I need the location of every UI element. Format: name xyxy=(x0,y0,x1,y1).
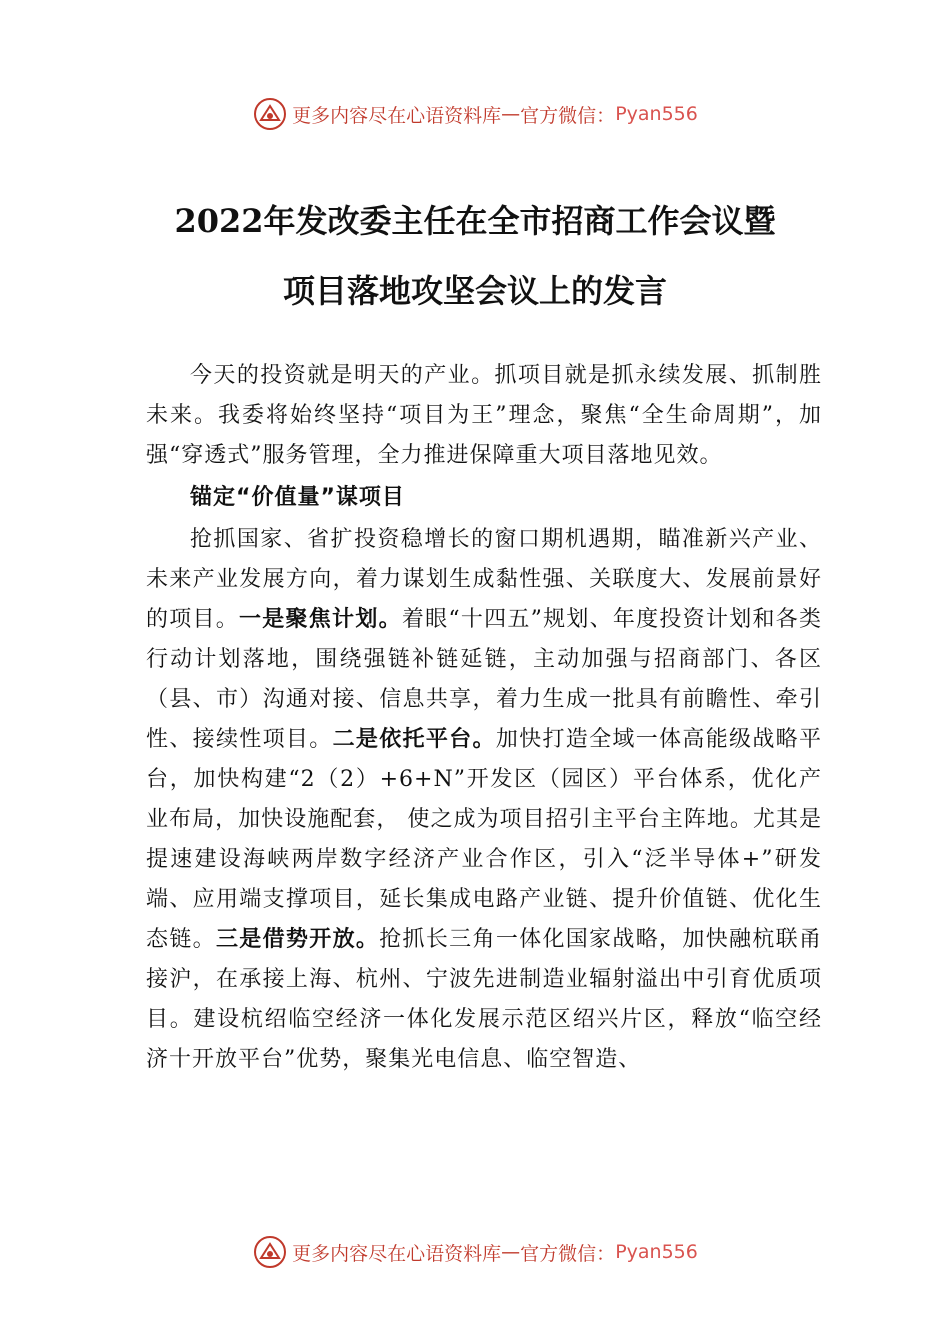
watermark-dash: — xyxy=(501,103,521,125)
watermark-dash: — xyxy=(501,1241,521,1263)
watermark-banner-bottom xyxy=(0,1232,950,1272)
title-line-2: 项目落地攻坚会议上的发言 xyxy=(282,272,667,310)
paragraph-main-intro: 抢抓国家、省扩投资稳增长的窗口期机遇期，瞄准新兴产业、未来产业发展方向，着力谋划生成黏性强、关联度大、发展前景好的项目。 xyxy=(146,527,822,632)
watermark-contact-label: 官方微信： xyxy=(520,1242,616,1265)
section-heading: 锚定“价值量”谋项目 xyxy=(190,485,405,510)
point-3-label: 三是借势开放。 xyxy=(215,927,380,952)
logo-icon xyxy=(252,1234,288,1270)
watermark-banner-top xyxy=(0,94,950,134)
watermark-text: 更多内容尽在心语资料库 xyxy=(292,104,502,127)
paragraph-intro: 今天的投资就是明天的产业。抓项目就是抓永续发展、抓制胜未来。我委将始终坚持“项目为王”理念，聚焦“全生命周期”，加强“穿透式”服务管理，全力推进保障重大项目落地见效。 xyxy=(146,363,822,468)
watermark-contact-label: 官方微信： xyxy=(520,104,616,127)
title-line-1: 2022年发改委主任在全市招商工作会议暨 xyxy=(174,202,776,240)
logo-icon xyxy=(252,96,288,132)
watermark-contact-id: Pyan556 xyxy=(615,1241,698,1263)
point-3-text: 抢抓长三角一体化国家战略，加快融杭联甬接沪，在承接上海、杭州、宁波先进制造业辐射溢出中引育优质项目。建设杭绍临空经济一体化发展示范区绍兴片区，释放“临空经济十开放平台”优势，聚集光电信息、临空智造、 xyxy=(146,927,822,1072)
point-1-text: 着眼“十四五”规划、年度投资计划和各类行动计划落地，围绕强链补链延链，主动加强与招商部门、各区（县、市）沟通对接、信息共享，着力生成一批具有前瞻性、牵引性、接续性项目。 xyxy=(146,607,822,752)
document-title xyxy=(100,186,850,326)
point-2-text: 加快打造全域一体高能级战略平台，加快构建“2（2）+6+N”开发区（园区）平台体系，优化产业布局，加快设施配套， 使之成为项目招引主平台主阵地。尤其是提速建设海峡两岸数字经济产业合作区，引入“泛半导体+”研发端、应用端支撑项目，延长集成电路产业链、提升价值链、优化生态链。 xyxy=(146,727,822,952)
paragraph-main xyxy=(146,520,822,1080)
watermark-contact-id: Pyan556 xyxy=(615,103,698,125)
point-2-label: 二是依托平台。 xyxy=(332,727,496,752)
point-1-label: 一是聚焦计划。 xyxy=(239,607,402,632)
watermark-text: 更多内容尽在心语资料库 xyxy=(292,1242,502,1265)
document-body xyxy=(146,356,822,1080)
